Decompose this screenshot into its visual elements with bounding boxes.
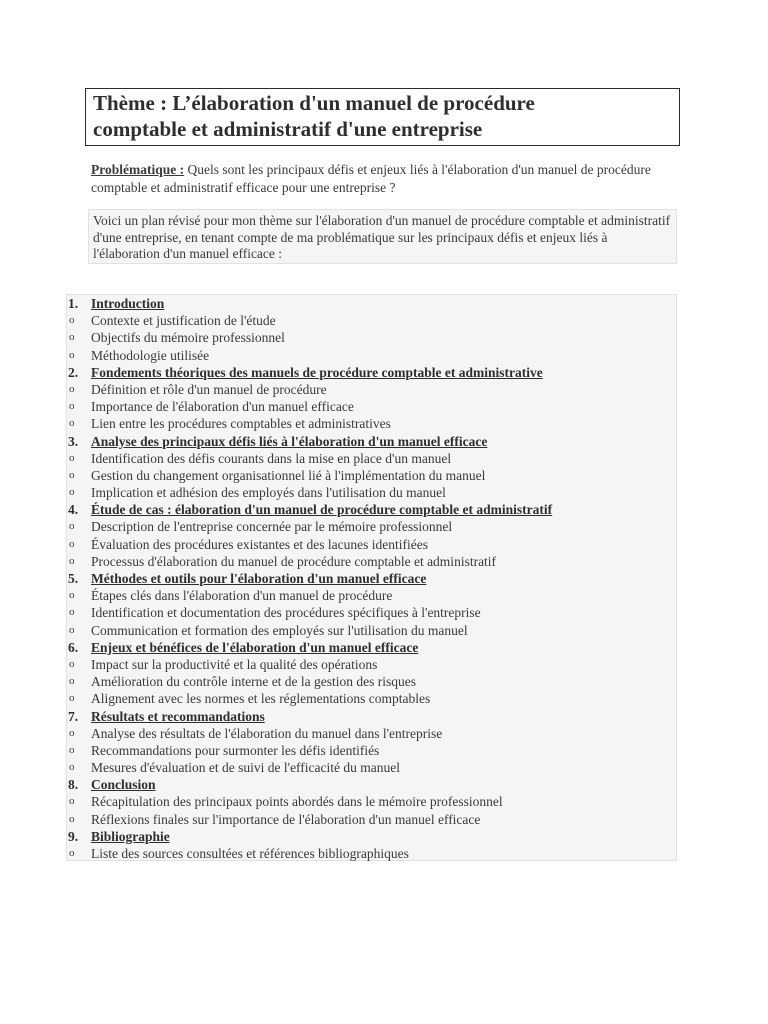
bullet-marker: o [69, 743, 75, 756]
bullet-marker: o [69, 726, 75, 739]
subitem-text: Méthodologie utilisée [91, 347, 210, 363]
subitem-text: Alignement avec les normes et les réglementations comptables [91, 691, 431, 707]
subitem-text: Amélioration du contrôle interne et de la gestion des risques [91, 674, 417, 690]
bullet-marker: o [69, 400, 75, 413]
subitem-text: Réflexions finales sur l'importance de l'élaboration d'un manuel efficace [91, 811, 481, 827]
section-number: 2. [68, 364, 79, 380]
plan-section-heading [66, 364, 677, 381]
plan-subitem [66, 759, 677, 776]
plan-subitem [66, 312, 677, 329]
theme-title-line-1: Thème : L’élaboration d'un manuel de procédure [93, 91, 535, 115]
bullet-marker: o [69, 520, 75, 533]
subitem-text: Contexte et justification de l'étude [91, 313, 276, 329]
plan-subitem [66, 845, 677, 862]
plan-subitem [66, 398, 677, 415]
bullet-marker: o [69, 314, 75, 327]
section-title: Étude de cas : élaboration d'un manuel de procédure comptable et administratif [91, 502, 553, 518]
section-title: Fondements théoriques des manuels de procédure comptable et administrative [91, 364, 543, 380]
plan-subitem [66, 587, 677, 604]
subitem-text: Identification et documentation des procédures spécifiques à l'entreprise [91, 605, 481, 621]
bullet-marker: o [69, 589, 75, 602]
bullet-marker: o [69, 468, 75, 481]
subitem-text: Description de l'entreprise concernée par le mémoire professionnel [91, 519, 453, 535]
subitem-text: Communication et formation des employés sur l'utilisation du manuel [91, 622, 468, 638]
plan-subitem [66, 656, 677, 673]
bullet-marker: o [69, 812, 75, 825]
bullet-marker: o [69, 606, 75, 619]
plan-section-heading [66, 295, 677, 312]
plan-subitem [66, 484, 677, 501]
subitem-text: Recommandations pour surmonter les défis identifiés [91, 742, 380, 758]
plan-section-heading [66, 776, 677, 793]
plan-subitem [66, 811, 677, 828]
bullet-marker: o [69, 795, 75, 808]
subitem-text: Étapes clés dans l'élaboration d'un manuel de procédure [91, 588, 393, 604]
plan-subitem [66, 673, 677, 690]
bullet-marker: o [69, 486, 75, 499]
subitem-text: Mesures d'évaluation et de suivi de l'efficacité du manuel [91, 760, 401, 776]
plan-subitem [66, 415, 677, 432]
subitem-text: Évaluation des procédures existantes et des lacunes identifiées [91, 536, 429, 552]
bullet-marker: o [69, 623, 75, 636]
plan-subitem [66, 622, 677, 639]
plan-subitem [66, 742, 677, 759]
section-number: 6. [68, 639, 79, 655]
plan-subitem [66, 793, 677, 810]
intro-paragraph: Voici un plan révisé pour mon thème sur l'élaboration d'un manuel de procédure comptable et administratif d'une entreprise, en tenant compte de ma problématique sur les principaux défis et enjeux liés à l'élaboration d'un manuel efficace : [88, 209, 677, 264]
subitem-text: Lien entre les procédures comptables et administratives [91, 416, 391, 432]
theme-title-line-2: comptable et administratif d'une entreprise [93, 117, 483, 141]
plan-section-heading [66, 639, 677, 656]
subitem-text: Gestion du changement organisationnel lié à l'implémentation du manuel [91, 467, 486, 483]
plan-outline [66, 295, 677, 862]
plan-subitem [66, 381, 677, 398]
section-number: 9. [68, 828, 79, 844]
problematique-label: Problématique : [91, 162, 185, 177]
subitem-text: Implication et adhésion des employés dans l'utilisation du manuel [91, 485, 446, 501]
plan-subitem [66, 518, 677, 535]
bullet-marker: o [69, 417, 75, 430]
plan-subitem [66, 725, 677, 742]
subitem-text: Identification des défis courants dans la mise en place d'un manuel [91, 450, 452, 466]
bullet-marker: o [69, 657, 75, 670]
plan-subitem [66, 450, 677, 467]
bullet-marker: o [69, 451, 75, 464]
plan-subitem [66, 690, 677, 707]
plan-subitem [66, 329, 677, 346]
bullet-marker: o [69, 348, 75, 361]
plan-section-heading [66, 708, 677, 725]
section-number: 8. [68, 777, 79, 793]
problematique-text: Quels sont les principaux défis et enjeux liés à l'élaboration d'un manuel de procédure comptable et administratif efficace pour une entreprise ? [91, 162, 651, 195]
section-number: 1. [68, 296, 79, 311]
bullet-marker: o [69, 554, 75, 567]
bullet-marker: o [69, 675, 75, 688]
plan-subitem [66, 536, 677, 553]
section-number: 3. [68, 433, 79, 449]
section-number: 7. [68, 708, 79, 724]
section-number: 4. [68, 502, 79, 518]
subitem-text: Liste des sources consultées et références bibliographiques [91, 846, 409, 861]
section-title: Résultats et recommandations [91, 708, 265, 724]
plan-subitem [66, 553, 677, 570]
subitem-text: Processus d'élaboration du manuel de procédure comptable et administratif [91, 553, 497, 569]
section-title: Introduction [91, 296, 165, 311]
subitem-text: Objectifs du mémoire professionnel [91, 330, 285, 346]
section-title: Conclusion [91, 777, 156, 793]
section-title: Bibliographie [91, 828, 170, 844]
subitem-text: Importance de l'élaboration d'un manuel efficace [91, 399, 354, 415]
bullet-marker: o [69, 331, 75, 344]
plan-section-heading [66, 828, 677, 845]
subitem-text: Définition et rôle d'un manuel de procédure [91, 381, 327, 397]
bullet-marker: o [69, 847, 75, 859]
bullet-marker: o [69, 761, 75, 774]
plan-subitem [66, 467, 677, 484]
plan-section-heading [66, 570, 677, 587]
subitem-text: Impact sur la productivité et la qualité des opérations [91, 656, 378, 672]
section-title: Enjeux et bénéfices de l'élaboration d'un manuel efficace [91, 639, 419, 655]
bullet-marker: o [69, 692, 75, 705]
plan-subitem [66, 604, 677, 621]
section-title: Méthodes et outils pour l'élaboration d'un manuel efficace [91, 571, 427, 586]
theme-title-box [85, 88, 680, 146]
bullet-marker: o [69, 382, 75, 395]
bullet-marker: o [69, 537, 75, 550]
plan-subitem [66, 347, 677, 364]
problematique-paragraph [91, 161, 681, 197]
subitem-text: Récapitulation des principaux points abordés dans le mémoire professionnel [91, 794, 503, 810]
section-title: Analyse des principaux défis liés à l'élaboration d'un manuel efficace [91, 433, 488, 449]
section-number: 5. [68, 571, 79, 586]
subitem-text: Analyse des résultats de l'élaboration du manuel dans l'entreprise [91, 725, 443, 741]
plan-section-heading [66, 433, 677, 450]
plan-section-heading [66, 501, 677, 518]
